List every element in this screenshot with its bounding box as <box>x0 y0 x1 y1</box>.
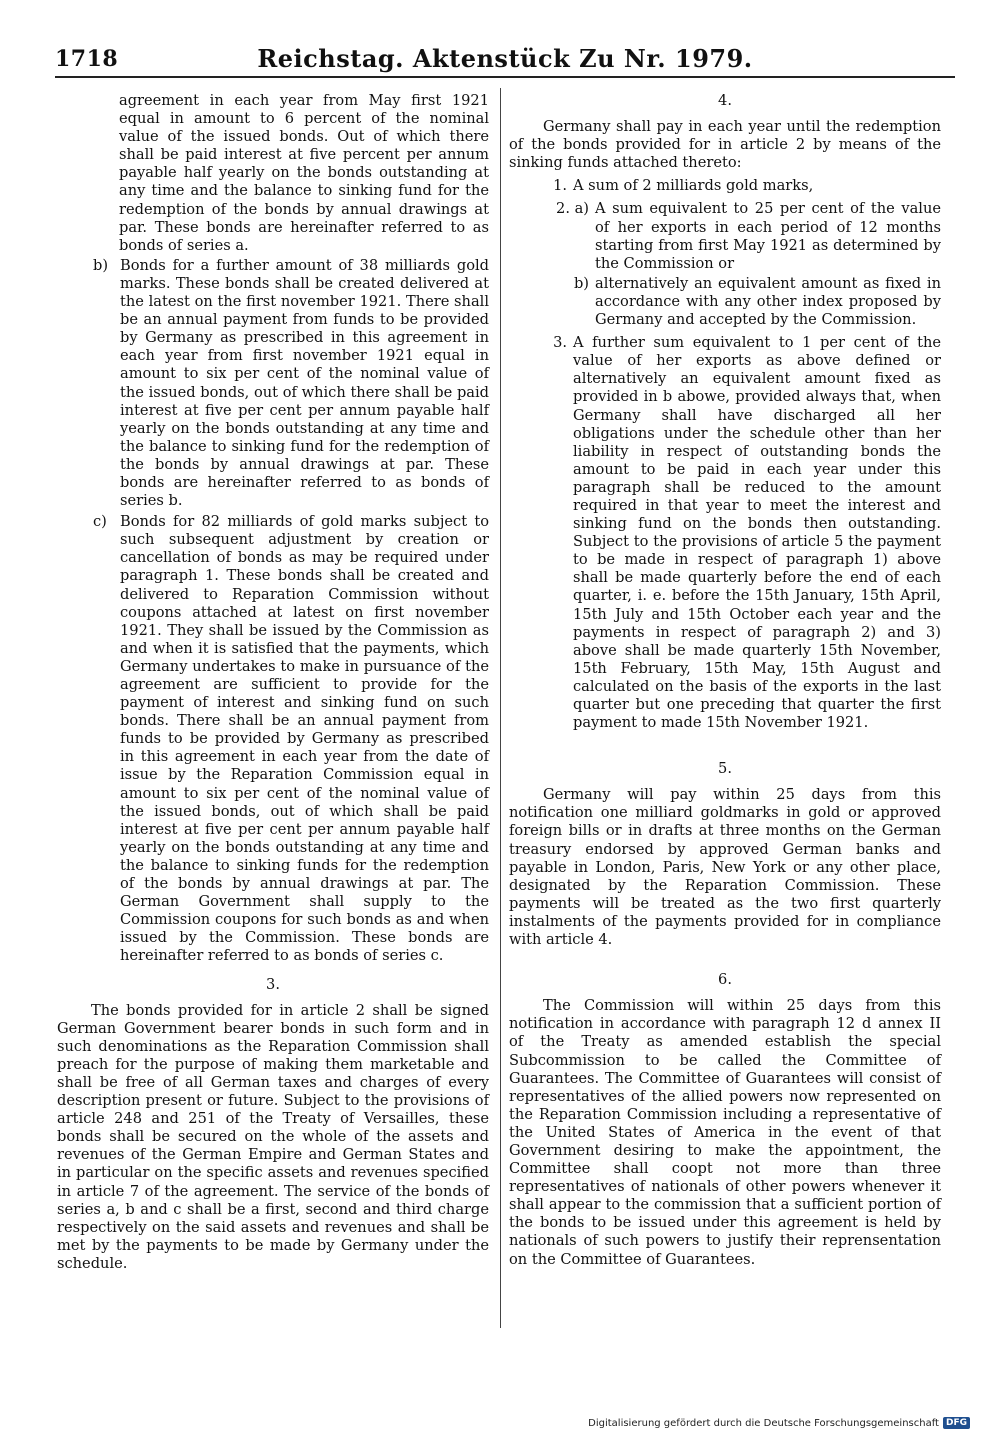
left-column <box>57 92 489 1273</box>
item-1-text: A sum of 2 milliards gold marks, <box>573 177 814 195</box>
page-number: 1718 <box>55 46 119 72</box>
article-5-number: 5. <box>718 760 732 778</box>
item-2b-label: b) <box>573 274 589 292</box>
item-3 <box>509 334 941 732</box>
page-header <box>55 42 955 76</box>
running-title: Reichstag. Aktenstück Zu Nr. 1979. <box>257 44 753 73</box>
article-6-text: The Commission will within 25 days from this notification in accordance with paragraph 12 d annex II of the Treaty as amended establish the special Subcommission to be called the Committee of Guarantees. The Committee of Guarantees will consist of representatives of the allied powers now represented on the Reparation Commission including a representative of the United States of America in the event of that Government desiring to make the appointment, the Committee shall coopt not more than three representatives of nationals of other powers whenever it shall appear to the commission that a sufficient portion of the bonds to be issued under this agreement is held by nationals of such powers to justify their reprensentation on the Committee of Guarantees. <box>509 997 941 1268</box>
article-5-text: Germany will pay within 25 days from this notification one milliard goldmarks in gold or approved foreign bills or in drafts at three months on the German treasury endorsed by approved German banks and payable in London, Paris, New York or any other place, designated by the Reparation Commission. These payments will be treated as the two first quarterly instalments of the payments provided for in compliance with article 4. <box>509 786 941 949</box>
item-2a <box>509 200 941 272</box>
header-rule <box>55 76 955 78</box>
item-1-label: 1. <box>553 177 567 195</box>
column-divider <box>500 88 501 1328</box>
item-2b-text: alternatively an equivalent amount as fixed in accordance with any other index proposed by Germany and accepted by the Commission. <box>595 274 941 329</box>
article-6-number: 6. <box>718 971 732 989</box>
item-b-text: Bonds for a further amount of 38 milliards gold marks. These bonds shall be created delivered at the latest on the first november 1921. There shall be an annual payment from funds to be provided by Germany as prescribed in this agreement in each year from first november 1921 equal in amount to six per cent of the nominal value of the issued bonds, out of which there shall be paid interest at five per cent per annum payable half yearly on the bonds outstanding at any time and the balance to sinking fund for the redemption of the bonds by annual drawings at par. These bonds are hereinafter referred to as bonds of series b. <box>120 256 489 510</box>
article-3-text: The bonds provided for in article 2 shall be signed German Government bearer bonds in such form and in such denominations as the Reparation Commission shall preach for the purpose of making them marketable and shall be free of all German taxes and charges of every description present or future. Subject to the provisions of article 248 and 251 of the Treaty of Versailles, these bonds shall be secured on the whole of the assets and revenues of the German Empire and German States and in particular on the specific assets and revenues specified in article 7 of the agreement. The service of the bonds of series a, b and c shall be a first, second and third charge respectively on the said assets and revenues and shall be met by the payments to be made by Germany under the schedule. <box>57 1001 489 1272</box>
item-1 <box>509 177 941 195</box>
item-c-text: Bonds for 82 milliards of gold marks subject to such subsequent adjustment by creation or cancellation of bonds as may be required under paragraph 1. These bonds shall be created and delivered to Reparation Commission without coupons attached at latest on first november 1921. They shall be issued by the Commission as and when it is satisfied that the payments, which Germany undertakes to make in pursuance of the agreement are sufficient to provide for the payment of interest and sinking fund on such bonds. There shall be an annual payment from funds to be provided by Germany as prescribed in this agreement in each year from the date of issue by the Reparation Commission equal in amount to six per cent of the nominal value of the issued bonds, out of which shall be paid interest at five per cent per annum payable half yearly on the bonds outstanding at any time and the balance to sinking funds for the redemption of the bonds by annual drawings at par. The German Government shall supply to the Commission coupons for such bonds as and when issued by the Commission. These bonds are hereinafter referred to as bonds of series c. <box>120 513 489 965</box>
article-4-intro: Germany shall pay in each year until the redemption of the bonds provided for in article 2 by means of the sinking funds attached thereto: <box>509 118 941 172</box>
item-2a-label: 2. a) <box>556 200 589 218</box>
right-column <box>509 92 941 1269</box>
article-3-number: 3. <box>266 975 280 993</box>
item-b <box>57 257 489 510</box>
digitization-credit <box>588 1417 970 1429</box>
item-3-text: A further sum equivalent to 1 per cent of the value of her exports as above defined or alternatively an equivalent amount fixed as provided in b abowe, provided always that, when Germany shall have discharged all her obligations under the schedule other than her liability in respect of outstanding bonds the amount to be paid in each year under this paragraph shall be reduced to the amount required in that year to meet the interest and sinking fund on the bonds then outstanding. Subject to the provisions of article 5 the payment to be made in respect of paragraph 1) above shall be made quarterly before the end of each quarter, i. e. before the 15th January, 15th April, 15th July and 15th October each year and the payments in respect of paragraph 2) and 3) above shall be made quarterly 15th November, 15th February, 15th May, 15th August and calculated on the basis of the exports in the last quarter but one preceding that quarter the first payment to made 15th November 1921. <box>573 334 941 732</box>
item-2b <box>509 275 941 329</box>
article-4-number: 4. <box>718 92 732 109</box>
dfg-logo: DFG <box>943 1417 970 1429</box>
item-b-label: b) <box>93 256 109 274</box>
credit-text: Digitalisierung gefördert durch die Deutsche Forschungsgemeinschaft <box>588 1417 939 1429</box>
item-2a-text: A sum equivalent to 25 per cent of the value of her exports in each period of 12 months starting from first May 1921 as determined by the Commission or <box>595 200 941 272</box>
item-3-label: 3. <box>553 334 567 352</box>
item-c <box>57 513 489 965</box>
item-c-label: c) <box>93 513 107 531</box>
series-a-continuation: agreement in each year from May first 1921 equal in amount to 6 percent of the nominal value of the issued bonds. Out of which there shall be paid interest at five percent per annum payable half yearly on the bonds outstanding at any time and the balance to sinking fund for the redemption of the bonds by annual drawings at par. These bonds are hereinafter referred to as bonds of series a. <box>119 92 489 254</box>
